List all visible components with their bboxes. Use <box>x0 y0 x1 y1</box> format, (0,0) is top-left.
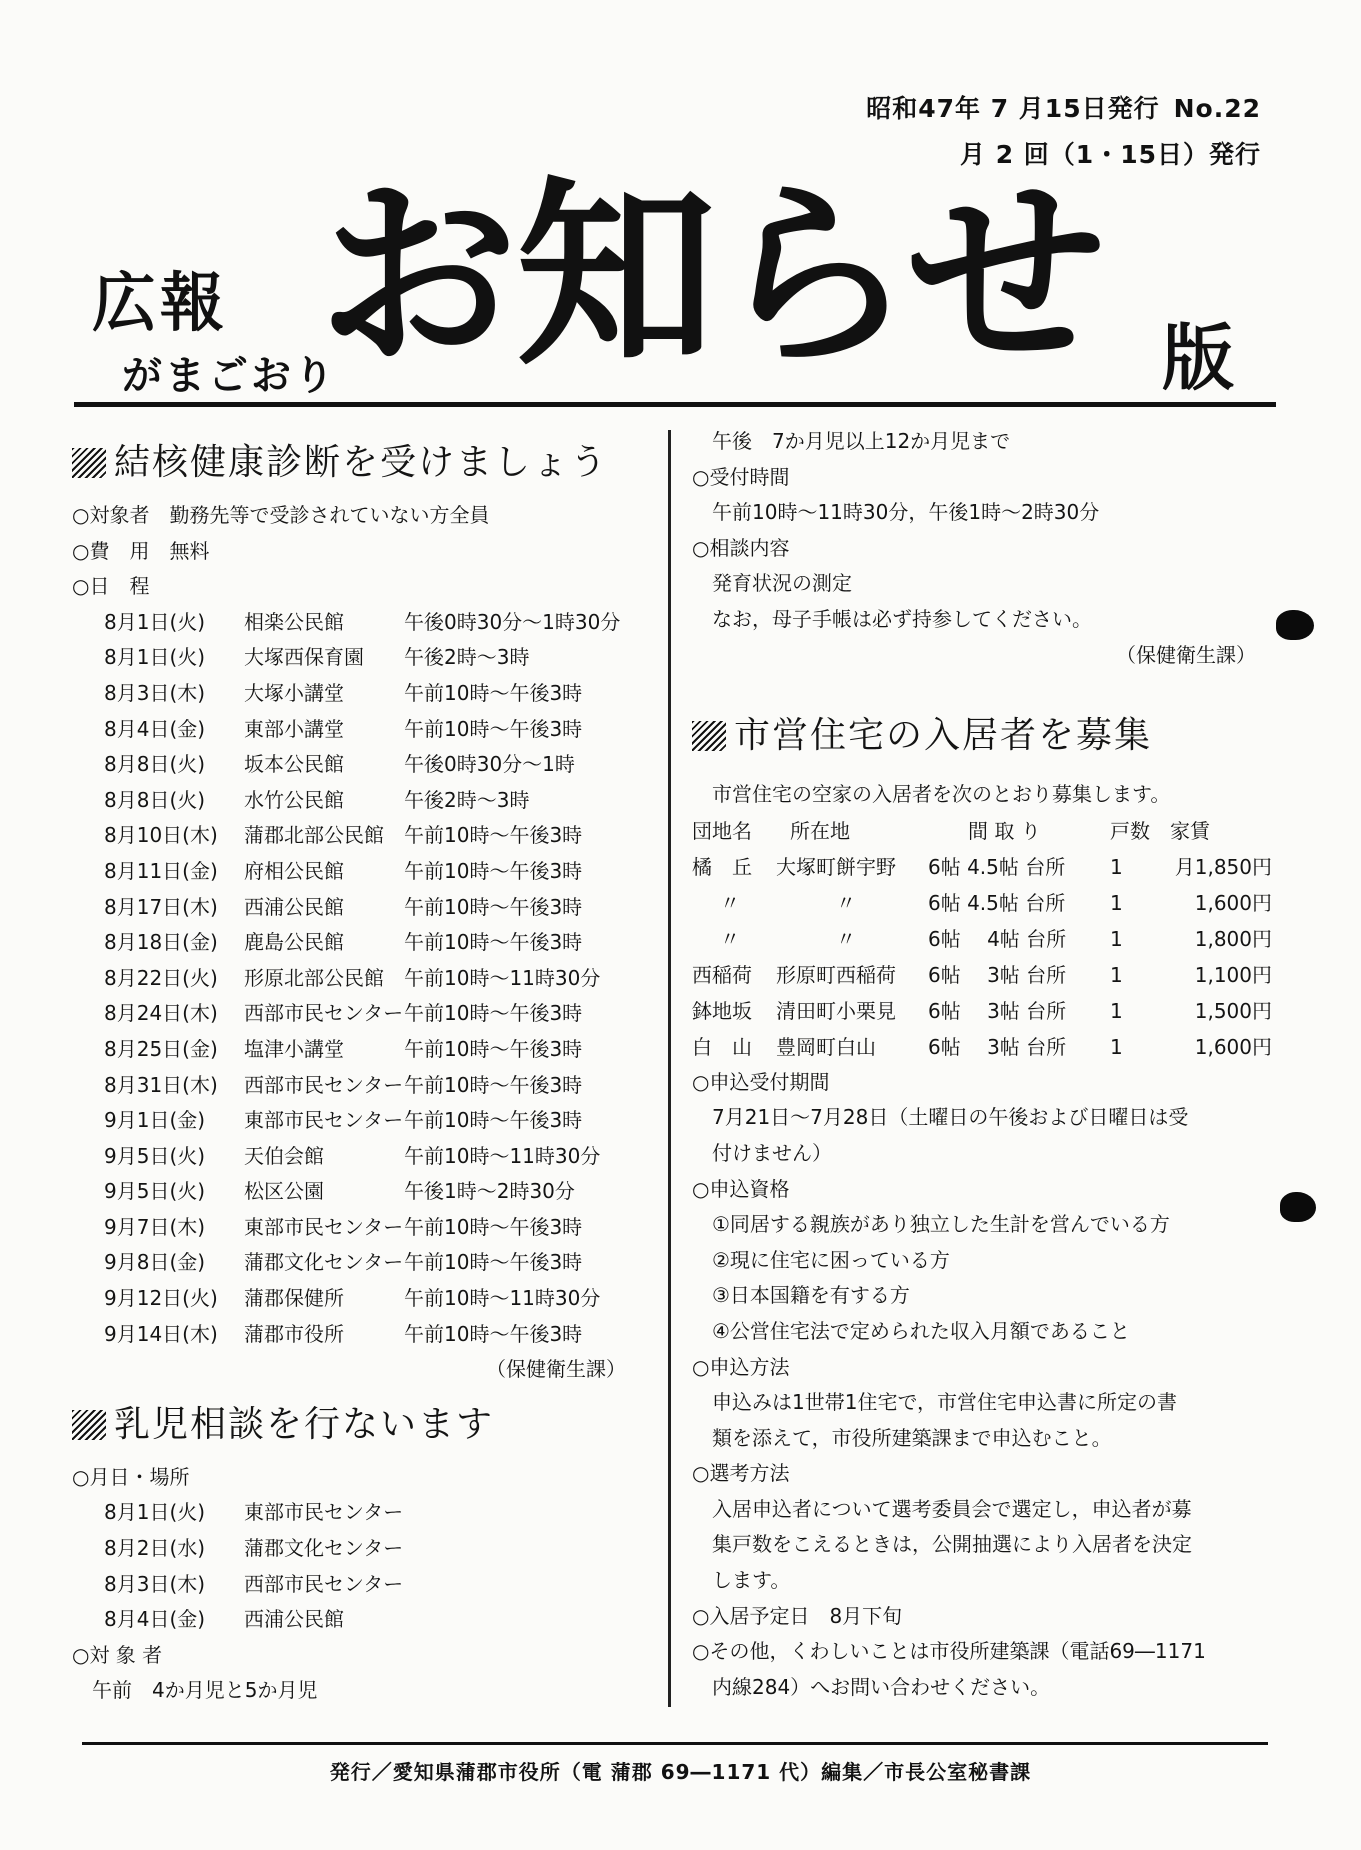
schedule-time: 午後2時～3時 <box>404 645 530 670</box>
infant-place: 西浦公民館 <box>244 1607 344 1632</box>
housing-rent: 1,500円 <box>1194 998 1272 1023</box>
schedule-row <box>72 1317 652 1353</box>
schedule-row <box>72 747 652 783</box>
schedule-place: 東部市民センター <box>244 1108 404 1133</box>
schedule-date: 8月25日(金) <box>104 1036 218 1061</box>
schedule-row <box>72 1032 652 1068</box>
infant-date: 8月3日(木) <box>104 1571 206 1596</box>
schedule-time: 午前10時～午後3時 <box>404 1036 583 1061</box>
schedule-date: 8月18日(金) <box>104 930 218 955</box>
housing-section-title: 市営住宅の入居者を募集 <box>692 701 1282 771</box>
schedule-date: 9月14日(木) <box>104 1321 218 1346</box>
schedule-place: 蒲郡市役所 <box>244 1321 344 1346</box>
schedule-row <box>72 1103 652 1139</box>
schedule-place: 松区公園 <box>244 1179 324 1204</box>
hatch-icon <box>692 721 726 751</box>
schedule-time: 午後1時～2時30分 <box>404 1179 575 1204</box>
column-divider <box>668 430 671 1707</box>
schedule-date: 8月10日(木) <box>104 823 218 848</box>
schedule-place: 天伯会館 <box>244 1143 324 1168</box>
housing-name: 〃 <box>720 926 740 951</box>
schedule-date: 8月11日(金) <box>104 858 218 883</box>
masthead-title: お知らせ <box>318 158 1105 393</box>
header-rule <box>74 402 1276 407</box>
housing-qual-item: ③日本国籍を有する方 <box>712 1283 910 1308</box>
housing-qual-item: ④公営住宅法で定められた収入月額であること <box>712 1318 1130 1343</box>
schedule-time: 午前10時～午後3時 <box>404 823 583 848</box>
issue-date: 昭和47年 7 月15日発行 <box>866 94 1160 123</box>
footer-publisher: 発行／愛知県蒲郡市役所（電 蒲郡 69―1171 代）編集／市長公室秘書課 <box>329 1760 1032 1784</box>
schedule-time: 午前10時～午後3時 <box>404 1001 583 1026</box>
schedule-row <box>72 1210 652 1246</box>
housing-qual-item: ①同居する親族があり独立した生計を営んでいる方 <box>712 1212 1170 1237</box>
schedule-place: 坂本公民館 <box>244 752 344 777</box>
housing-qual-label: ○申込資格 <box>692 1176 790 1201</box>
schedule-time: 午後0時30分～1時 <box>404 752 575 777</box>
issue-frequency: 月 2 回（1・15日）発行 <box>960 140 1261 169</box>
housing-intro: 市営住宅の空家の入居者を次のとおり募集します。 <box>712 782 1171 807</box>
infant-date-row <box>72 1602 652 1638</box>
schedule-place: 蒲郡北部公民館 <box>244 823 384 848</box>
schedule-place: 東部小講堂 <box>244 716 344 741</box>
housing-location: 大塚町餅宇野 <box>776 854 896 879</box>
infant-date-list <box>72 1495 652 1637</box>
housing-row <box>692 921 1282 957</box>
schedule-row <box>72 640 652 676</box>
schedule-row <box>72 818 652 854</box>
housing-rent: 1,100円 <box>1194 962 1272 987</box>
housing-select-3: します。 <box>712 1568 791 1593</box>
schedule-place: 大塚西保育園 <box>244 645 364 670</box>
schedule-place: 塩津小講堂 <box>244 1036 344 1061</box>
housing-select-1: 入居申込者について選考委員会で選定し，申込者が募 <box>712 1496 1192 1521</box>
housing-units: 1 <box>1110 962 1123 987</box>
housing-period-label: ○申込受付期間 <box>692 1069 830 1094</box>
schedule-place: 蒲郡文化センター <box>244 1250 404 1275</box>
schedule-place: 蒲郡保健所 <box>244 1286 344 1311</box>
schedule-date: 8月4日(金) <box>104 716 206 741</box>
housing-units: 1 <box>1110 926 1123 951</box>
infant-place: 東部市民センター <box>244 1500 404 1525</box>
infant-date-row <box>72 1567 652 1603</box>
housing-method-label: ○申込方法 <box>692 1354 790 1379</box>
housing-name: 鉢地坂 <box>692 998 752 1023</box>
infant-dept: （保健衛生課） <box>1116 642 1256 667</box>
housing-rooms: 6帖 3帖 台所 <box>928 962 1067 987</box>
koho-label: 広報 <box>92 267 228 341</box>
schedule-row <box>72 1174 652 1210</box>
housing-row <box>692 1029 1282 1065</box>
infant-place: 西部市民センター <box>244 1571 404 1596</box>
housing-units: 1 <box>1110 890 1123 915</box>
housing-units: 1 <box>1110 1034 1123 1059</box>
housing-row <box>692 849 1282 885</box>
schedule-time: 午前10時～午後3時 <box>404 858 583 883</box>
schedule-row <box>72 925 652 961</box>
housing-location: 〃 <box>836 890 856 915</box>
housing-location: 形原町西稲荷 <box>776 962 896 987</box>
schedule-place: 大塚小講堂 <box>244 680 344 705</box>
housing-other-1: ○その他，くわしいことは市役所建築課（電話69―1171 <box>692 1639 1206 1664</box>
schedule-date: 8月31日(木) <box>104 1072 218 1097</box>
infant-place: 蒲郡文化センター <box>244 1536 404 1561</box>
housing-name: 白 山 <box>692 1034 752 1059</box>
section-gap <box>692 673 1282 701</box>
tb-fee: ○費 用 無料 <box>72 538 210 563</box>
infant-section-title: 乳児相談を行ないます <box>72 1390 652 1460</box>
housing-location: 豊岡町白山 <box>776 1034 876 1059</box>
tb-section-title: 結核健康診断を受けましょう <box>72 428 652 498</box>
housing-rooms: 6帖 3帖 台所 <box>928 1034 1067 1059</box>
edition-label: 版 <box>1162 315 1235 400</box>
schedule-time: 午前10時～11時30分 <box>404 1286 601 1311</box>
housing-table-header <box>692 813 1282 849</box>
schedule-row <box>72 1245 652 1281</box>
schedule-date: 8月8日(火) <box>104 752 206 777</box>
infant-content-label: ○相談内容 <box>692 535 790 560</box>
schedule-row <box>72 1068 652 1104</box>
schedule-time: 午後0時30分～1時30分 <box>404 609 621 634</box>
housing-other-2: 内線284）へお問い合わせください。 <box>712 1674 1051 1699</box>
schedule-time: 午前10時～午後3時 <box>404 1250 583 1275</box>
schedule-time: 午前10時～午後3時 <box>404 716 583 741</box>
schedule-date: 8月8日(火) <box>104 787 206 812</box>
housing-name: 西稲荷 <box>692 962 752 987</box>
schedule-row <box>72 1281 652 1317</box>
housing-units: 1 <box>1110 998 1123 1023</box>
schedule-time: 午前10時～午後3時 <box>404 1108 583 1133</box>
right-column <box>692 428 1282 1705</box>
schedule-place: 鹿島公民館 <box>244 930 344 955</box>
infant-hours: 午前10時～11時30分，午後1時～2時30分 <box>712 500 1100 525</box>
housing-rent: 1,600円 <box>1194 890 1272 915</box>
infant-date: 8月2日(水) <box>104 1536 206 1561</box>
schedule-place: 西部市民センター <box>244 1001 404 1026</box>
infant-hours-label: ○受付時間 <box>692 464 790 489</box>
hatch-icon <box>72 1410 106 1440</box>
schedule-place: 西部市民センター <box>244 1072 404 1097</box>
schedule-time: 午前10時～午後3時 <box>404 680 583 705</box>
schedule-time: 午前10時～午後3時 <box>404 1321 583 1346</box>
issue-number: No.22 <box>1173 94 1261 123</box>
col-header-location: 所在地 <box>790 818 850 843</box>
footer-rule <box>82 1742 1268 1745</box>
col-header-units: 戸数 <box>1110 818 1150 843</box>
schedule-row <box>72 605 652 641</box>
schedule-date: 8月1日(火) <box>104 645 206 670</box>
tb-target: ○対象者 勤務先等で受診されていない方全員 <box>72 503 490 527</box>
housing-rooms: 6帖 3帖 台所 <box>928 998 1067 1023</box>
housing-location: 清田町小栗見 <box>776 998 896 1023</box>
schedule-time: 午前10時～午後3時 <box>404 894 583 919</box>
city-label: がまごおり <box>122 353 337 399</box>
schedule-time: 午前10時～午後3時 <box>404 930 583 955</box>
housing-period-2: 付けません） <box>712 1140 832 1165</box>
housing-movein: ○入居予定日 8月下旬 <box>692 1603 903 1628</box>
schedule-time: 午前10時～午後3時 <box>404 1214 583 1239</box>
schedule-date: 9月5日(火) <box>104 1143 206 1168</box>
housing-rent: 1,600円 <box>1194 1034 1272 1059</box>
schedule-date: 8月17日(木) <box>104 894 218 919</box>
tb-schedule-label: ○日 程 <box>72 574 150 599</box>
schedule-date: 9月1日(金) <box>104 1108 206 1133</box>
housing-rent: 月1,850円 <box>1174 854 1272 879</box>
housing-method-1: 申込みは1世帯1住宅で，市営住宅申込書に所定の書 <box>712 1390 1178 1415</box>
housing-row <box>692 957 1282 993</box>
ink-blot <box>1280 1192 1316 1222</box>
infant-target-pm: 午後 7か月児以上12か月児まで <box>712 429 1011 453</box>
housing-period-1: 7月21日～7月28日（土曜日の午後および日曜日は受 <box>712 1105 1189 1130</box>
tb-dept: （保健衛生課） <box>486 1357 626 1382</box>
schedule-row <box>72 996 652 1032</box>
housing-name: 橘 丘 <box>692 854 752 879</box>
schedule-place: 水竹公民館 <box>244 787 344 812</box>
housing-method-2: 類を添えて，市役所建築課まで申込むこと。 <box>712 1425 1112 1450</box>
schedule-row <box>72 783 652 819</box>
schedule-time: 午前10時～午後3時 <box>404 1072 583 1097</box>
schedule-time: 午前10時～11時30分 <box>404 965 601 990</box>
hatch-icon <box>72 448 106 478</box>
housing-row <box>692 993 1282 1029</box>
infant-note: なお，母子手帳は必ず持参してください。 <box>712 606 1092 631</box>
schedule-place: 西浦公民館 <box>244 894 344 919</box>
housing-row <box>692 885 1282 921</box>
schedule-date: 9月7日(木) <box>104 1214 206 1239</box>
schedule-row <box>72 961 652 997</box>
schedule-place: 東部市民センター <box>244 1214 404 1239</box>
infant-content: 発育状況の測定 <box>712 571 852 596</box>
schedule-place: 形原北部公民館 <box>244 965 384 990</box>
schedule-row <box>72 712 652 748</box>
housing-units: 1 <box>1110 854 1123 879</box>
schedule-date: 8月22日(火) <box>104 965 218 990</box>
schedule-date: 8月1日(火) <box>104 609 206 634</box>
schedule-date: 8月3日(木) <box>104 680 206 705</box>
infant-date: 8月1日(火) <box>104 1500 206 1525</box>
col-header-name: 団地名 <box>692 818 752 843</box>
housing-qual-list <box>692 1207 1282 1349</box>
schedule-time: 午前10時～11時30分 <box>404 1143 601 1168</box>
infant-date-row <box>72 1531 652 1567</box>
schedule-place: 府相公民館 <box>244 858 344 883</box>
housing-name: 〃 <box>720 890 740 915</box>
housing-qual-item: ②現に住宅に困っている方 <box>712 1247 950 1272</box>
housing-rent: 1,800円 <box>1194 926 1272 951</box>
schedule-row <box>72 854 652 890</box>
schedule-row <box>72 1139 652 1175</box>
infant-target-label: ○対 象 者 <box>72 1642 163 1667</box>
schedule-date: 9月12日(火) <box>104 1286 218 1311</box>
schedule-row <box>72 890 652 926</box>
col-header-rent: 家賃 <box>1170 818 1210 843</box>
infant-target-am: 午前 4か月児と5か月児 <box>92 1678 318 1703</box>
schedule-date: 9月8日(金) <box>104 1250 206 1275</box>
schedule-place: 相楽公民館 <box>244 609 344 634</box>
housing-location: 〃 <box>836 926 856 951</box>
housing-rooms: 6帖 4帖 台所 <box>928 926 1067 951</box>
housing-select-label: ○選考方法 <box>692 1461 790 1486</box>
infant-date-row <box>72 1495 652 1531</box>
housing-table-body <box>692 849 1282 1065</box>
left-column <box>72 428 652 1709</box>
col-header-rooms: 間 取 り <box>968 818 1041 843</box>
schedule-date: 8月24日(木) <box>104 1001 218 1026</box>
housing-rooms: 6帖 4.5帖 台所 <box>928 854 1066 879</box>
tb-schedule-list <box>72 605 652 1352</box>
infant-date: 8月4日(金) <box>104 1607 206 1632</box>
infant-dateplace-label: ○月日・場所 <box>72 1464 190 1489</box>
schedule-row <box>72 676 652 712</box>
housing-select-2: 集戸数をこえるときは，公開抽選により入居者を決定 <box>712 1532 1192 1557</box>
schedule-date: 9月5日(火) <box>104 1179 206 1204</box>
schedule-time: 午後2時～3時 <box>404 787 530 812</box>
housing-rooms: 6帖 4.5帖 台所 <box>928 890 1066 915</box>
